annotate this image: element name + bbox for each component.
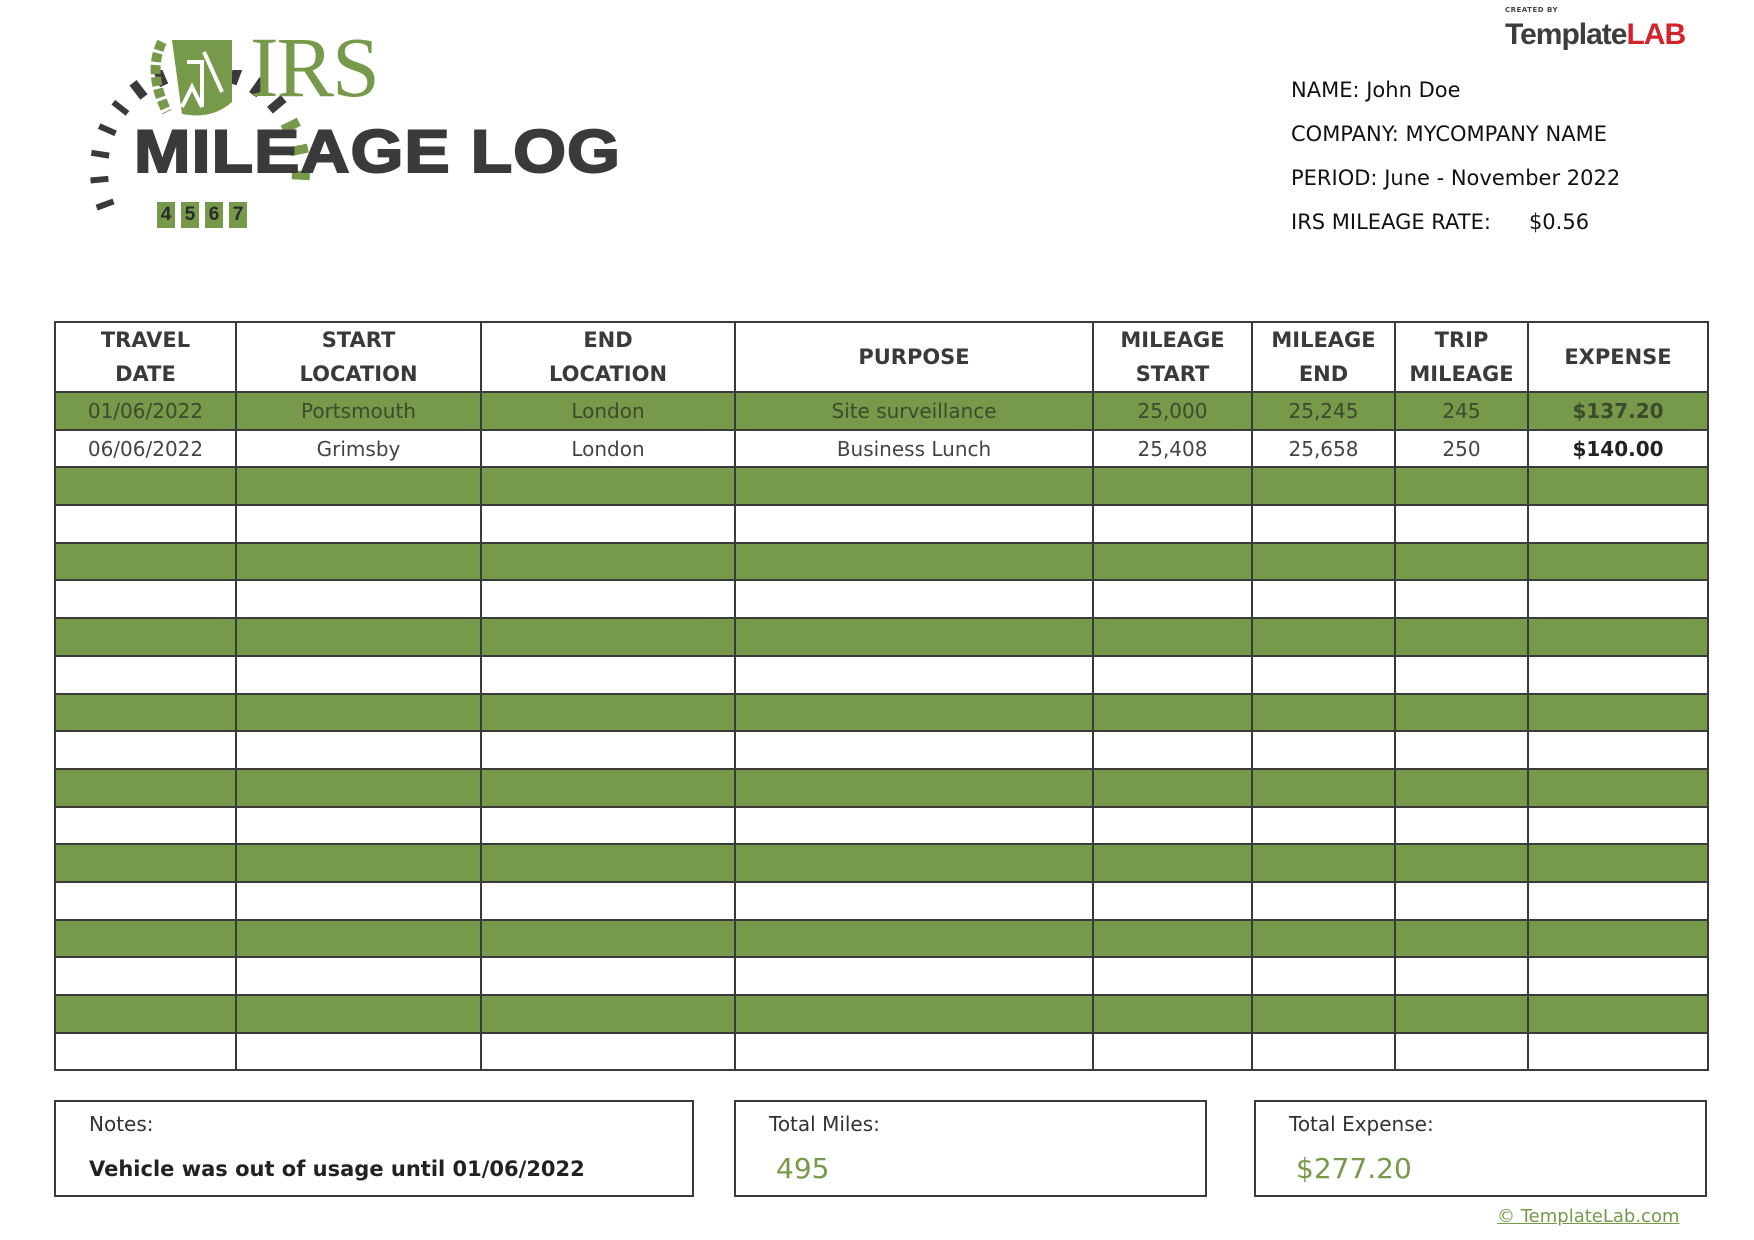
table-cell[interactable]: 25,408 — [1093, 430, 1252, 468]
dial-tick — [113, 102, 127, 113]
table-cell[interactable] — [1528, 618, 1708, 656]
table-cell[interactable]: 25,658 — [1252, 430, 1395, 468]
column-header-line: END — [1298, 362, 1349, 386]
column-header-line: DATE — [115, 362, 176, 386]
table-cell[interactable] — [1252, 618, 1395, 656]
table-cell[interactable] — [55, 807, 236, 845]
table-cell[interactable] — [55, 882, 236, 920]
table-cell[interactable] — [236, 731, 481, 769]
table-cell[interactable] — [236, 656, 481, 694]
table-cell[interactable] — [55, 769, 236, 807]
table-cell[interactable] — [1395, 807, 1528, 845]
table-cell[interactable] — [1093, 995, 1252, 1033]
rate-value: $0.56 — [1528, 210, 1590, 234]
table-row — [55, 995, 1708, 1033]
table-row — [55, 882, 1708, 920]
table-row — [55, 618, 1708, 656]
table-cell[interactable] — [1252, 807, 1395, 845]
period-value: June - November 2022 — [1384, 166, 1621, 190]
table-cell[interactable] — [735, 844, 1093, 882]
odometer-digit: 6 — [205, 202, 223, 228]
column-header — [1528, 322, 1708, 392]
table-cell[interactable] — [735, 769, 1093, 807]
table-row — [55, 580, 1708, 618]
table-cell[interactable] — [1395, 769, 1528, 807]
table-cell[interactable] — [236, 769, 481, 807]
table-cell[interactable] — [481, 807, 735, 845]
table-cell[interactable] — [1528, 920, 1708, 958]
table-cell[interactable] — [1252, 580, 1395, 618]
table-cell[interactable] — [1252, 957, 1395, 995]
table-cell[interactable] — [1395, 505, 1528, 543]
table-cell[interactable]: London — [481, 392, 735, 430]
table-cell[interactable] — [236, 580, 481, 618]
table-cell[interactable] — [236, 882, 481, 920]
column-header — [55, 322, 236, 392]
table-row — [55, 920, 1708, 958]
table-cell[interactable]: $140.00 — [1528, 430, 1708, 468]
table-cell[interactable] — [1395, 694, 1528, 732]
table-cell[interactable] — [735, 580, 1093, 618]
table-row — [55, 467, 1708, 505]
table-cell[interactable] — [1252, 920, 1395, 958]
table-cell[interactable] — [481, 467, 735, 505]
table-cell[interactable] — [481, 920, 735, 958]
odometer-digit: 4 — [157, 202, 175, 228]
table-cell[interactable] — [1252, 656, 1395, 694]
table-row — [55, 392, 1708, 430]
table-cell[interactable] — [55, 543, 236, 581]
table-row — [55, 656, 1708, 694]
table-cell[interactable] — [1252, 543, 1395, 581]
brand-name-part1: Template — [1505, 18, 1627, 51]
table-cell[interactable] — [1252, 694, 1395, 732]
table-cell[interactable] — [1528, 731, 1708, 769]
table-cell[interactable] — [1093, 882, 1252, 920]
table-cell[interactable] — [1252, 1033, 1395, 1071]
notes-box — [54, 1100, 694, 1197]
table-cell[interactable] — [1528, 543, 1708, 581]
table-cell[interactable] — [55, 694, 236, 732]
table-cell[interactable] — [1093, 656, 1252, 694]
table-cell[interactable] — [1528, 505, 1708, 543]
column-header-line: START — [321, 328, 396, 352]
table-row — [55, 731, 1708, 769]
table-cell[interactable] — [1093, 467, 1252, 505]
irs-logo-text: IRS — [250, 19, 378, 115]
odometer-digit: 5 — [181, 202, 199, 228]
irs-eagle-seal-icon — [142, 32, 242, 120]
table-cell[interactable] — [735, 920, 1093, 958]
total-expense-label: Total Expense: — [1289, 1112, 1434, 1136]
table-cell[interactable] — [1252, 731, 1395, 769]
table-cell[interactable] — [55, 467, 236, 505]
table-cell[interactable] — [1093, 844, 1252, 882]
table-cell[interactable] — [55, 656, 236, 694]
table-row — [55, 430, 1708, 468]
table-cell[interactable] — [236, 844, 481, 882]
table-cell[interactable] — [236, 995, 481, 1033]
table-cell[interactable] — [1093, 543, 1252, 581]
table-cell[interactable] — [1093, 580, 1252, 618]
created-by-label: CREATED BY — [1505, 6, 1559, 14]
table-cell[interactable] — [1395, 731, 1528, 769]
period-label: PERIOD: — [1291, 166, 1378, 190]
table-cell[interactable]: 06/06/2022 — [55, 430, 236, 468]
table-cell[interactable]: 245 — [1395, 392, 1528, 430]
table-row — [55, 694, 1708, 732]
table-cell[interactable] — [1528, 1033, 1708, 1071]
table-cell[interactable] — [236, 618, 481, 656]
column-header-line: EXPENSE — [1564, 345, 1672, 369]
table-cell[interactable] — [735, 807, 1093, 845]
table-cell[interactable] — [481, 580, 735, 618]
name-value: John Doe — [1366, 78, 1461, 102]
table-cell[interactable] — [1093, 694, 1252, 732]
table-cell[interactable] — [1395, 995, 1528, 1033]
table-cell[interactable] — [236, 807, 481, 845]
table-cell[interactable] — [55, 580, 236, 618]
table-cell[interactable] — [236, 543, 481, 581]
dial-tick — [91, 153, 109, 156]
table-cell[interactable] — [1395, 1033, 1528, 1071]
odometer — [157, 202, 247, 228]
table-cell[interactable] — [481, 957, 735, 995]
table-cell[interactable]: Site surveillance — [735, 392, 1093, 430]
table-cell[interactable] — [1093, 807, 1252, 845]
dial-tick — [97, 201, 114, 207]
table-cell[interactable] — [1252, 467, 1395, 505]
table-row — [55, 505, 1708, 543]
table-cell[interactable] — [1528, 807, 1708, 845]
mileage-log-title: MILEAGE LOG — [134, 118, 622, 185]
table-cell[interactable]: London — [481, 430, 735, 468]
table-cell[interactable] — [1093, 769, 1252, 807]
table-cell[interactable] — [481, 731, 735, 769]
table-cell[interactable] — [481, 882, 735, 920]
table-cell[interactable] — [1395, 580, 1528, 618]
table-cell[interactable] — [1528, 467, 1708, 505]
table-cell[interactable] — [735, 505, 1093, 543]
log-info — [1291, 78, 1620, 254]
table-cell[interactable] — [55, 731, 236, 769]
notes-value[interactable]: Vehicle was out of usage until 01/06/2022 — [89, 1157, 585, 1181]
company-value: MYCOMPANY NAME — [1405, 122, 1607, 146]
table-cell[interactable] — [1528, 656, 1708, 694]
table-cell[interactable] — [236, 1033, 481, 1071]
company-line — [1291, 122, 1620, 166]
table-cell[interactable] — [55, 844, 236, 882]
table-cell[interactable] — [236, 467, 481, 505]
table-cell[interactable] — [55, 1033, 236, 1071]
table-cell[interactable]: $137.20 — [1528, 392, 1708, 430]
table-cell[interactable] — [1093, 957, 1252, 995]
column-header-line: TRIP — [1434, 328, 1489, 352]
table-cell[interactable]: 25,000 — [1093, 392, 1252, 430]
total-miles-box — [734, 1100, 1207, 1197]
table-cell[interactable] — [1252, 505, 1395, 543]
table-cell[interactable] — [236, 694, 481, 732]
column-header — [1252, 322, 1395, 392]
table-cell[interactable] — [735, 882, 1093, 920]
table-cell[interactable]: 250 — [1395, 430, 1528, 468]
table-cell[interactable] — [1528, 694, 1708, 732]
table-cell[interactable] — [1528, 882, 1708, 920]
table-cell[interactable] — [481, 543, 735, 581]
column-header-line: START — [1135, 362, 1210, 386]
table-cell[interactable] — [1395, 920, 1528, 958]
column-header — [481, 322, 735, 392]
table-cell[interactable] — [735, 618, 1093, 656]
table-cell[interactable] — [236, 957, 481, 995]
templatelab-logo — [1505, 6, 1685, 53]
table-cell[interactable] — [735, 731, 1093, 769]
table-cell[interactable] — [1395, 844, 1528, 882]
column-header — [1395, 322, 1528, 392]
table-cell[interactable] — [1252, 769, 1395, 807]
table-cell[interactable] — [1093, 920, 1252, 958]
table-cell[interactable] — [1395, 882, 1528, 920]
table-row — [55, 957, 1708, 995]
table-cell[interactable] — [55, 995, 236, 1033]
column-header-line: MILEAGE — [1271, 328, 1376, 352]
column-header — [1093, 322, 1252, 392]
table-row — [55, 844, 1708, 882]
column-header-line: END — [583, 328, 633, 352]
table-cell[interactable] — [1395, 467, 1528, 505]
table-cell[interactable] — [1093, 505, 1252, 543]
table-cell[interactable] — [1395, 656, 1528, 694]
table-cell[interactable]: 25,245 — [1252, 392, 1395, 430]
table-cell[interactable] — [481, 505, 735, 543]
table-cell[interactable] — [1395, 957, 1528, 995]
table-cell[interactable] — [481, 844, 735, 882]
table-cell[interactable] — [1093, 618, 1252, 656]
column-header — [236, 322, 481, 392]
column-header-line: LOCATION — [548, 362, 668, 386]
table-cell[interactable] — [1528, 957, 1708, 995]
table-cell[interactable] — [55, 505, 236, 543]
table-cell[interactable] — [1252, 844, 1395, 882]
table-cell[interactable] — [1528, 995, 1708, 1033]
table-cell[interactable] — [1395, 618, 1528, 656]
table-cell[interactable] — [1528, 844, 1708, 882]
dial-tick — [99, 126, 116, 133]
table-cell[interactable] — [55, 618, 236, 656]
company-label: COMPANY: — [1291, 122, 1399, 146]
table-cell[interactable] — [735, 467, 1093, 505]
table-cell[interactable] — [1093, 1033, 1252, 1071]
table-row — [55, 769, 1708, 807]
table-cell[interactable]: Grimsby — [236, 430, 481, 468]
table-cell[interactable] — [1395, 543, 1528, 581]
table-cell[interactable] — [481, 618, 735, 656]
table-header-row — [55, 322, 1708, 392]
mileage-log-table — [54, 321, 1709, 1071]
table-cell[interactable] — [481, 1033, 735, 1071]
table-cell[interactable] — [735, 1033, 1093, 1071]
table-cell[interactable] — [236, 920, 481, 958]
table-cell[interactable] — [481, 995, 735, 1033]
dial-tick — [91, 179, 109, 181]
column-header — [735, 322, 1093, 392]
column-header-line: MILEAGE — [1120, 328, 1225, 352]
table-row — [55, 1033, 1708, 1071]
odometer-digit: 7 — [229, 202, 247, 228]
total-miles-value: 495 — [776, 1152, 830, 1185]
table-cell[interactable]: Business Lunch — [735, 430, 1093, 468]
table-cell[interactable] — [481, 694, 735, 732]
table-cell[interactable] — [481, 656, 735, 694]
period-line — [1291, 166, 1620, 210]
table-cell[interactable]: Portsmouth — [236, 392, 481, 430]
brand-name-part2: LAB — [1626, 18, 1686, 51]
table-cell[interactable] — [735, 995, 1093, 1033]
table-cell[interactable] — [735, 543, 1093, 581]
total-miles-label: Total Miles: — [769, 1112, 880, 1136]
table-cell[interactable] — [236, 505, 481, 543]
column-header-line: TRAVEL — [100, 328, 191, 352]
table-cell[interactable] — [481, 769, 735, 807]
name-label: NAME: — [1291, 78, 1360, 102]
table-cell[interactable] — [55, 920, 236, 958]
table-cell[interactable] — [735, 656, 1093, 694]
column-header-line: LOCATION — [299, 362, 418, 386]
notes-label: Notes: — [89, 1112, 154, 1136]
table-row — [55, 807, 1708, 845]
table-cell[interactable] — [1252, 995, 1395, 1033]
table-cell[interactable] — [1528, 769, 1708, 807]
table-row — [55, 543, 1708, 581]
total-expense-box — [1254, 1100, 1707, 1197]
table-cell[interactable] — [55, 957, 236, 995]
column-header-line: MILEAGE — [1409, 362, 1514, 386]
table-cell[interactable]: 01/06/2022 — [55, 392, 236, 430]
rate-line — [1291, 210, 1620, 254]
table-cell[interactable] — [1093, 731, 1252, 769]
table-cell[interactable] — [1528, 580, 1708, 618]
rate-label: IRS MILEAGE RATE: — [1291, 210, 1491, 234]
templatelab-link[interactable]: © TemplateLab.com — [1497, 1206, 1680, 1227]
name-line — [1291, 78, 1620, 122]
table-cell[interactable] — [1252, 882, 1395, 920]
total-expense-value: $277.20 — [1296, 1152, 1412, 1185]
column-header-line: PURPOSE — [858, 345, 970, 369]
table-cell[interactable] — [735, 957, 1093, 995]
table-cell[interactable] — [735, 694, 1093, 732]
